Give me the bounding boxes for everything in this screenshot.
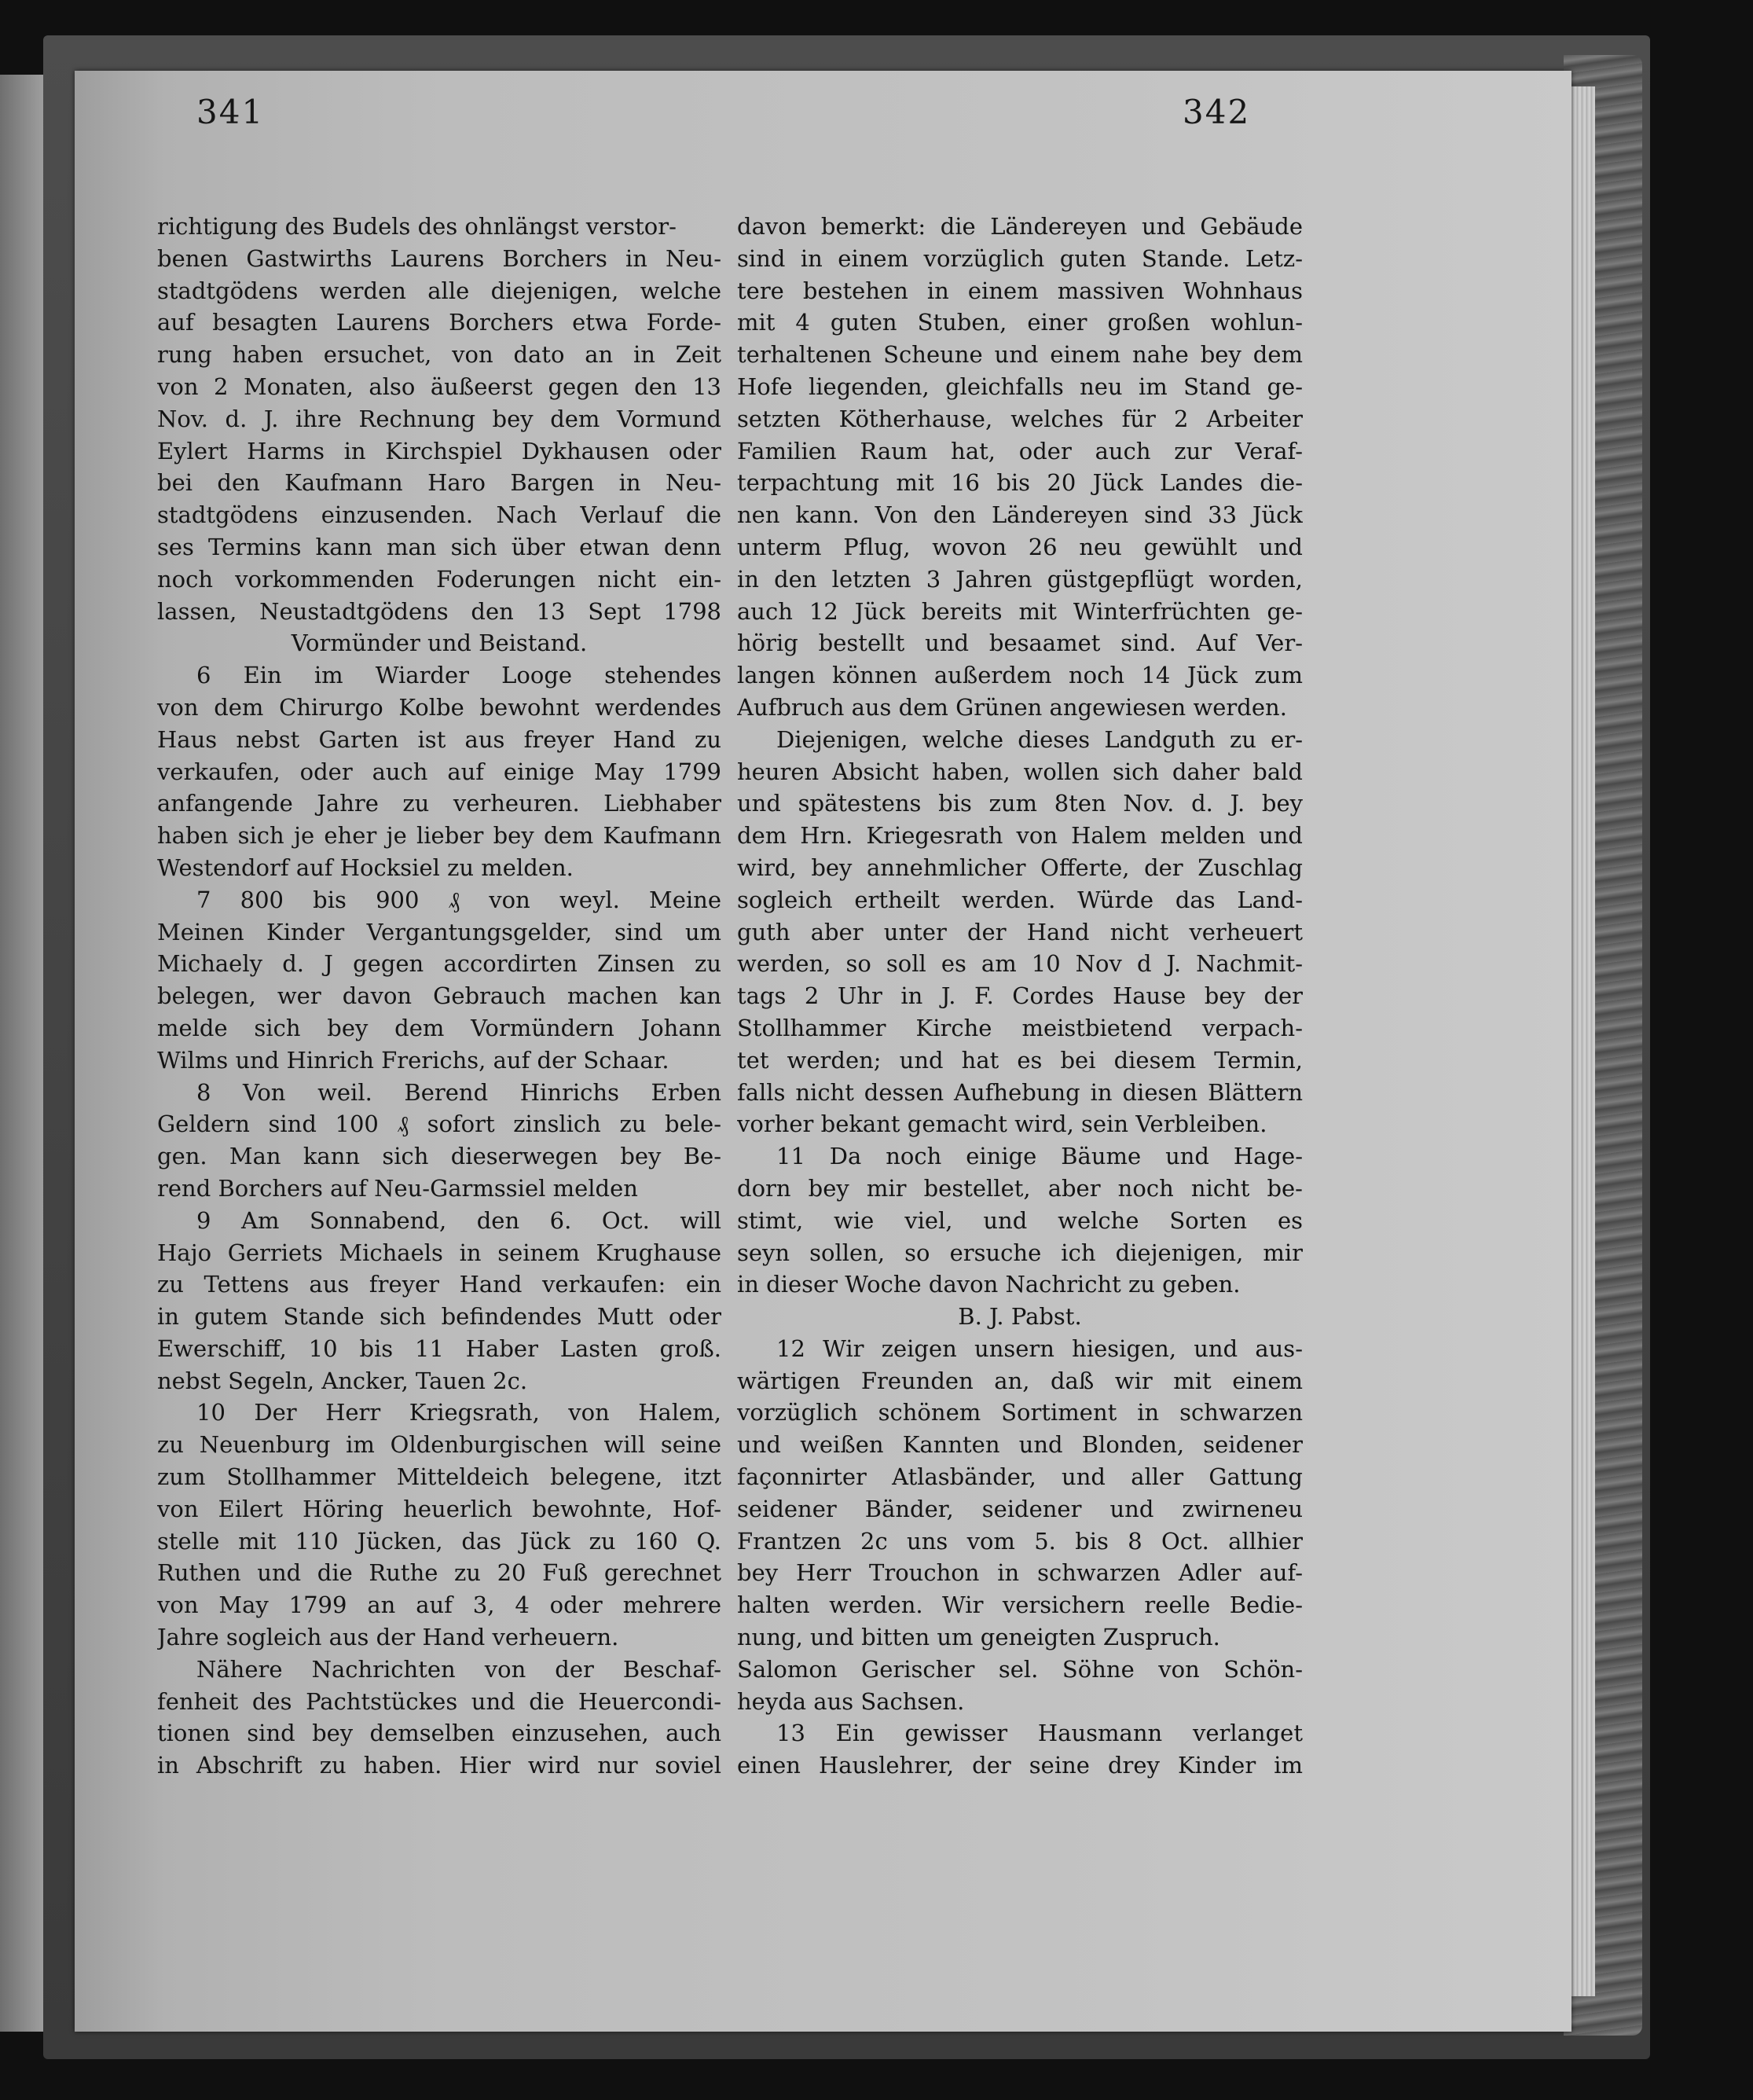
text-line: von 2 Monaten, also äußeerst gegen den 13 [157,373,721,400]
text-line: vorzüglich schönem Sortiment in schwarzen [737,1399,1303,1426]
text-line: rung haben ersuchet, von dato an in Zeit [157,341,721,369]
text-line: 11 Da noch einige Bäume und Hage- [776,1143,1303,1170]
text-line: Aufbruch aus dem Grünen angewiesen werden. [737,693,1287,721]
text-line: Geldern sind 100 ₰ sofort zinslich zu bele- [157,1111,721,1138]
text-line: von May 1799 an auf 3, 4 oder mehrere [157,1592,721,1619]
text-line: einen Hauslehrer, der seine drey Kinder im [737,1752,1303,1779]
text-line: tere bestehen in einem massiven Wohnhaus [737,277,1303,304]
text-line: Jahre sogleich aus der Hand verheuern. [157,1624,619,1651]
text-line: tionen sind bey demselben einzusehen, auch [157,1720,721,1747]
text-line: setzten Kötherhause, welches für 2 Arbeiter [737,405,1303,432]
text-line: stimt, wie viel, und welche Sorten es [737,1206,1303,1234]
text-line: Salomon Gerischer sel. Söhne von Schön- [737,1655,1303,1683]
text-line: lassen, Neustadtgödens den 13 Sept 1798 [157,597,721,625]
text-line: Michaely d. J gegen accordirten Zinsen zu [157,950,721,978]
text-line: richtigung des Budels des ohnlängst verstor- [157,213,677,240]
page-number-right: 342 [1183,93,1251,131]
text-line: zum Stollhammer Mitteldeich belegene, itzt [157,1463,721,1491]
text-line: 10 Der Herr Kriegsrath, von Halem, [196,1399,721,1426]
text-line: mit 4 guten Stuben, einer großen wohlun- [737,309,1303,336]
text-line: terhaltenen Scheune und einem nahe bey dem [737,341,1303,369]
text-line: nen kann. Von den Ländereyen sind 33 Jück [737,501,1303,529]
text-line: heyda aus Sachsen. [737,1687,965,1715]
text-line: gen. Man kann sich dieserwegen bey Be- [157,1143,721,1170]
text-line: Wilms und Hinrich Frerichs, auf der Schaar. [157,1046,669,1074]
left-text-column [157,211,721,1782]
text-line: dorn bey mir bestellet, aber noch nicht be- [737,1174,1303,1202]
text-line: Hofe liegenden, gleichfalls neu im Stand ge- [737,373,1303,400]
text-line: langen können außerdem noch 14 Jück zum [737,662,1303,689]
previous-page-edge [0,75,47,2032]
text-line: rend Borchers auf Neu-Garmssiel melden [157,1174,638,1202]
text-line: 12 Wir zeigen unsern hiesigen, und aus- [776,1335,1303,1362]
text-line: Diejenigen, welche dieses Landguth zu er- [776,725,1303,753]
text-line: Stollhammer Kirche meistbietend verpach- [737,1014,1303,1041]
text-line: von Eilert Höring heuerlich bewohnte, Hof- [157,1495,721,1522]
text-line: in den letzten 3 Jahren güstgepflügt worden, [737,565,1303,593]
text-line: zu Tettens aus freyer Hand verkaufen: ein [157,1271,721,1298]
text-line: und spätestens bis zum 8ten Nov. d. J. bey [737,790,1303,817]
text-line: davon bemerkt: die Ländereyen und Gebäude [737,213,1303,240]
text-line: Familien Raum hat, oder auch zur Veraf- [737,437,1303,464]
text-line: Haus nebst Garten ist aus freyer Hand zu [157,725,721,753]
text-line: 7 800 bis 900 ₰ von weyl. Meine [196,886,721,913]
text-line: haben sich je eher je lieber bey dem Kaufmann [157,822,721,850]
text-line: benen Gastwirths Laurens Borchers in Neu- [157,244,721,272]
text-line: seyn sollen, so ersuche ich diejenigen, mir [737,1239,1303,1266]
text-line: in gutem Stande sich befindendes Mutt oder [157,1303,721,1331]
text-line: vorher bekant gemacht wird, sein Verbleiben. [737,1111,1267,1138]
text-line: wird, bey annehmlicher Offerte, der Zuschlag [737,854,1303,881]
text-line: zu Neuenburg im Oldenburgischen will seine [157,1431,721,1459]
text-line: Hajo Gerriets Michaels in seinem Krughause [157,1239,721,1266]
text-line: melde sich bey dem Vormündern Johann [157,1014,721,1041]
text-line: B. J. Pabst. [958,1303,1082,1331]
text-line: Eylert Harms in Kirchspiel Dykhausen oder [157,437,721,464]
text-line: in dieser Woche davon Nachricht zu geben. [737,1271,1241,1298]
text-line: ses Termins kann man sich über etwan denn [157,533,721,560]
text-line: fenheit des Pachtstückes und die Heuercondi- [157,1687,721,1715]
text-line: stadtgödens werden alle diejenigen, welche [157,277,721,304]
text-line: anfangende Jahre zu verheuren. Liebhaber [157,790,721,817]
text-line: auf besagten Laurens Borchers etwa Forde- [157,309,721,336]
text-line: dem Hrn. Kriegesrath von Halem melden und [737,822,1303,850]
text-line: 6 Ein im Wiarder Looge stehendes [196,662,721,689]
text-line: tet werden; und hat es bei diesem Termin, [737,1046,1303,1074]
text-line: façonnirter Atlasbänder, und aller Gattung [737,1463,1303,1491]
text-line: nung, und bitten um geneigten Zuspruch. [737,1624,1220,1651]
text-line: in Abschrift zu haben. Hier wird nur soviel [157,1752,721,1779]
text-line: belegen, wer davon Gebrauch machen kan [157,982,721,1010]
text-line: sogleich ertheilt werden. Würde das Land- [737,886,1303,913]
text-line: Meinen Kinder Vergantungsgelder, sind um [157,918,721,945]
text-line: heuren Absicht haben, wollen sich daher bald [737,758,1303,785]
text-line: 13 Ein gewisser Hausmann verlanget [776,1720,1303,1747]
text-line: verkaufen, oder auch auf einige May 1799 [157,758,721,785]
text-line: guth aber unter der Hand nicht verheuert [737,918,1303,945]
text-line: stelle mit 110 Jücken, das Jück zu 160 Q. [157,1527,721,1555]
text-line: bey Herr Trouchon in schwarzen Adler auf- [737,1559,1303,1587]
text-line: seidener Bänder, seidener und zwirneneu [737,1495,1303,1522]
text-line: 9 Am Sonnabend, den 6. Oct. will [196,1206,721,1234]
text-line: wärtigen Freunden an, daß wir mit einem [737,1367,1303,1394]
text-line: falls nicht dessen Aufhebung in diesen Blättern [737,1078,1303,1106]
text-line: tags 2 Uhr in J. F. Cordes Hause bey der [737,982,1303,1010]
text-line: sind in einem vorzüglich guten Stande. Letz- [737,244,1303,272]
text-line: Vormünder und Beistand. [291,630,588,657]
text-line: Nov. d. J. ihre Rechnung bey dem Vormund [157,405,721,432]
text-line: Frantzen 2c uns vom 5. bis 8 Oct. allhier [737,1527,1303,1555]
right-text-column [737,211,1303,1782]
text-line: noch vorkommenden Foderungen nicht ein- [157,565,721,593]
page-number-left: 341 [196,93,265,131]
text-line: Westendorf auf Hocksiel zu melden. [157,854,574,881]
text-line: halten werden. Wir versichern reelle Bedie- [737,1592,1303,1619]
text-line: nebst Segeln, Ancker, Tauen 2c. [157,1367,528,1394]
text-line: auch 12 Jück bereits mit Winterfrüchten ge- [737,597,1303,625]
text-line: bei den Kaufmann Haro Bargen in Neu- [157,469,721,497]
text-line: Nähere Nachrichten von der Beschaf- [196,1655,721,1683]
text-line: von dem Chirurgo Kolbe bewohnt werdendes [157,693,721,721]
text-line: und weißen Kannten und Blonden, seidener [737,1431,1303,1459]
text-line: Ewerschiff, 10 bis 11 Haber Lasten groß. [157,1335,721,1362]
text-line: unterm Pflug, wovon 26 neu gewühlt und [737,533,1303,560]
text-line: Ruthen und die Ruthe zu 20 Fuß gerechnet [157,1559,721,1587]
text-line: terpachtung mit 16 bis 20 Jück Landes die- [737,469,1303,497]
text-line: stadtgödens einzusenden. Nach Verlauf die [157,501,721,529]
text-line: 8 Von weil. Berend Hinrichs Erben [196,1078,721,1106]
text-line: hörig bestellt und besaamet sind. Auf Ver- [737,630,1303,657]
text-line: werden, so soll es am 10 Nov d J. Nachmit- [737,950,1303,978]
